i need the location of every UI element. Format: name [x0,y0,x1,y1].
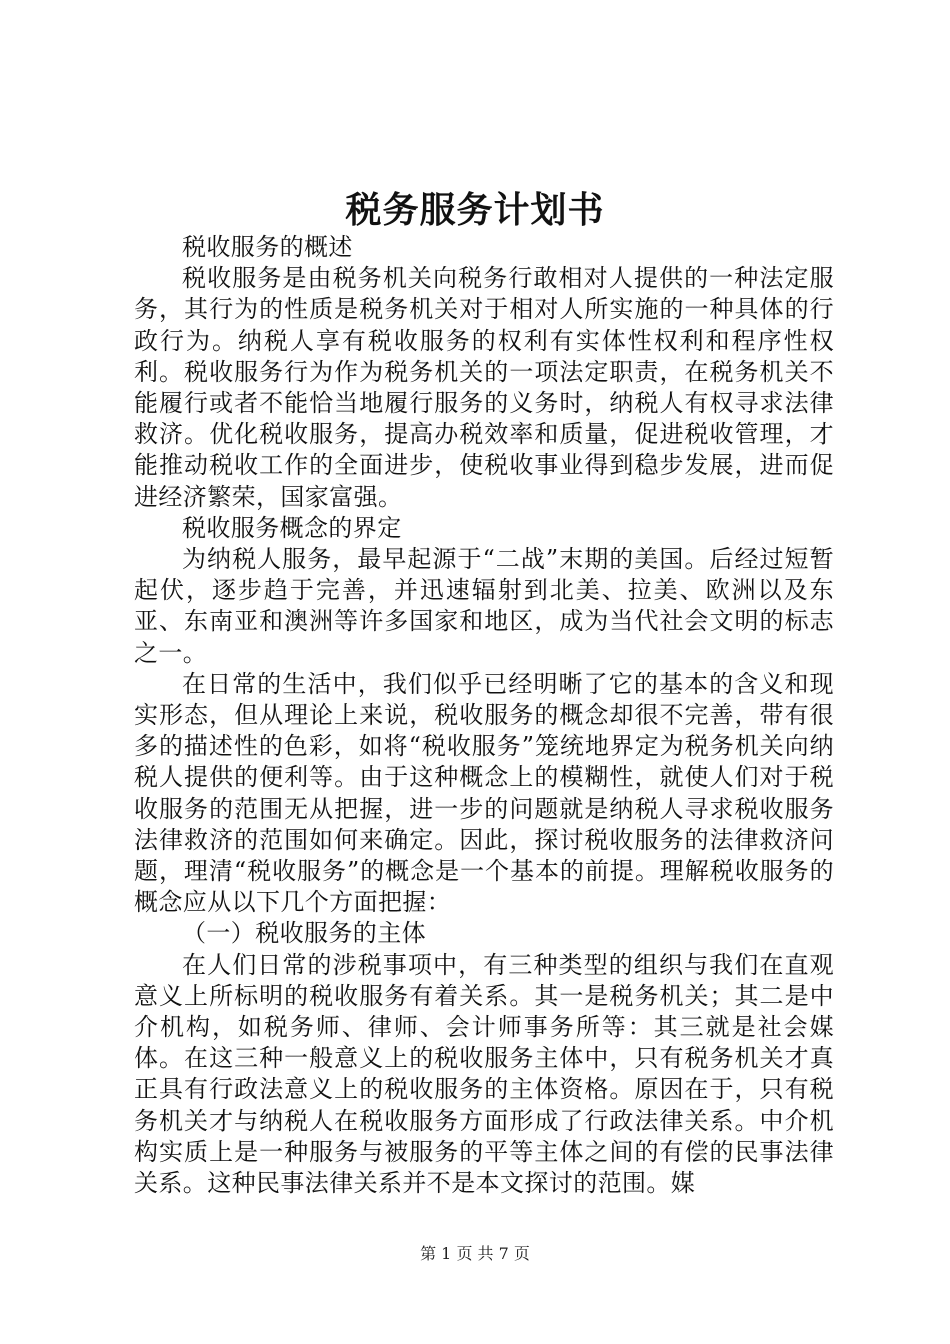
document-body [134,232,834,1199]
body-paragraph: 在人们日常的涉税事项中，有三种类型的组织与我们在直观意义上所标明的税收服务有着关系。其一是税务机关；其二是中介机构，如税务师、律师、会计师事务所等：其三就是社会媒体。在这三种一般意义上的税收服务主体中，只有税务机关才真正具有行政法意义上的税收服务的主体资格。原因在于，只有税务机关才与纳税人在税收服务方面形成了行政法律关系。中介机构实质上是一种服务与被服务的平等主体之间的有偿的民事法律关系。这种民事法律关系并不是本文探讨的范围。媒 [134,950,834,1198]
section-heading: 税收服务概念的界定 [182,513,402,542]
section-heading: 税收服务的概述 [182,233,353,261]
page-number-footer: 第 1 页 共 7 页 [420,1244,530,1263]
document-title: 税务服务计划书 [345,189,605,231]
body-paragraph: 在日常的生活中，我们似乎已经明晰了它的基本的含义和现实形态，但从理论上来说，税收服务的概念却很不完善，带有很多的描述性的色彩，如将“税收服务”笼统地界定为税务机关向纳税人提供的便利等。由于这种概念上的模糊性，就使人们对于税收服务的范围无从把握，进一步的问题就是纳税人寻求税收服务法律救济的范围如何来确定。因此，探讨税收服务的法律救济问题，理清“税收服务”的概念是一个基本的前提。理解税收服务的概念应从以下几个方面把握： [134,669,834,917]
body-paragraph: 为纳税人服务，最早起源于“二战”末期的美国。后经过短暂起伏，逐步趋于完善，并迅速辐射到北美、拉美、欧洲以及东亚、东南亚和澳洲等许多国家和地区，成为当代社会文明的标志之一。 [134,545,834,667]
body-paragraph: 税收服务是由税务机关向税务行敢相对人提供的一种法定服务，其行为的性质是税务机关对于相对人所实施的一种具体的行政行为。纳税人享有税收服务的权利有实体性权利和程序性权利。税收服务行为作为税务机关的一项法定职责，在税务机关不能履行或者不能恰当地履行服务的义务时，纳税人有权寻求法律救济。优化税收服务，提高办税效率和质量，促进税收管理，才能推动税收工作的全面进步，使税收事业得到稳步发展，进而促进经济繁荣，国家富强。 [134,264,834,511]
section-heading: （一）税收服务的主体 [182,919,426,948]
